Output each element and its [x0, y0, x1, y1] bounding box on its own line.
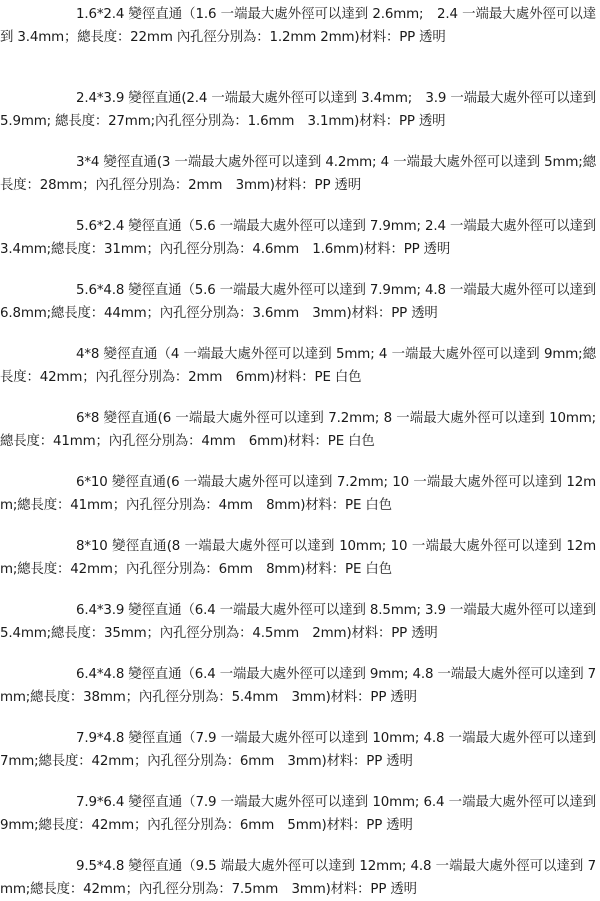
spec-entry-5-6x2-4: 5.6*2.4 變徑直通（5.6 一端最大處外徑可以達到 7.9mm; 2.4 一端最大處外徑可以達到 3.4mm;總長度：31mm；內孔徑分別為：4.6mm 1.6mm)材料：PP 透明: [0, 219, 596, 257]
spec-entry-6-4x3-9: 6.4*3.9 變徑直通（6.4 一端最大處外徑可以達到 8.5mm; 3.9 一端最大處外徑可以達到 5.4mm;總長度：35mm；內孔徑分別為：4.5mm 2mm)材料：PP 透明: [0, 603, 596, 641]
spec-entry-7-9x6-4: 7.9*6.4 變徑直通（7.9 一端最大處外徑可以達到 10mm; 6.4 一端最大處外徑可以達到 9mm;總長度：42mm；內孔徑分別為：6mm 5mm)材料：PP 透明: [0, 795, 596, 833]
spec-entry-8x10: 8*10 變徑直通(8 一端最大處外徑可以達到 10mm; 10 一端最大處外徑可以達到 12mm;總長度：42mm；內孔徑分別為：6mm 8mm)材料：PE 白色: [0, 539, 596, 577]
spec-entry-1-6x2-4: 1.6*2.4 變徑直通（1.6 一端最大處外徑可以達到 2.6mm; 2.4 一端最大處外徑可以達到 3.4mm；總長度：22mm 內孔徑分別為：1.2mm 2mm)材料：PP 透明: [0, 7, 596, 45]
spec-entry-9-5x4-8: 9.5*4.8 變徑直通（9.5 端最大處外徑可以達到 12mm; 4.8 一端最大處外徑可以達到 7mm;總長度：42mm；內孔徑分別為：7.5mm 3mm)材料：PP 透明: [0, 859, 596, 897]
spec-entry-2-4x3-9: 2.4*3.9 變徑直通(2.4 一端最大處外徑可以達到 3.4mm; 3.9 一端最大處外徑可以達到 5.9mm; 總長度：27mm;內孔徑分別為：1.6mm 3.1mm)材料：PP 透明: [0, 91, 596, 129]
spec-entry-6x8: 6*8 變徑直通(6 一端最大處外徑可以達到 7.2mm; 8 一端最大處外徑可以達到 10mm;總長度：41mm；內孔徑分別為：4mm 6mm)材料：PE 白色: [0, 411, 596, 449]
spec-entry-7-9x4-8: 7.9*4.8 變徑直通（7.9 一端最大處外徑可以達到 10mm; 4.8 一端最大處外徑可以達到 7mm;總長度：42mm；內孔徑分別為：6mm 3mm)材料：PP 透明: [0, 731, 596, 769]
spec-entry-4x8: 4*8 變徑直通（4 一端最大處外徑可以達到 5mm; 4 一端最大處外徑可以達到 9mm;總長度：42mm；內孔徑分別為：2mm 6mm)材料：PE 白色: [0, 347, 596, 385]
spec-entry-3x4: 3*4 變徑直通(3 一端最大處外徑可以達到 4.2mm; 4 一端最大處外徑可以達到 5mm;總長度：28mm；內孔徑分別為：2mm 3mm)材料：PP 透明: [0, 155, 596, 193]
spec-entry-5-6x4-8: 5.6*4.8 變徑直通（5.6 一端最大處外徑可以達到 7.9mm; 4.8 一端最大處外徑可以達到 6.8mm;總長度：44mm；內孔徑分別為：3.6mm 3mm)材料：PP 透明: [0, 283, 596, 321]
spec-entry-6-4x4-8: 6.4*4.8 變徑直通（6.4 一端最大處外徑可以達到 9mm; 4.8 一端最大處外徑可以達到 7mm;總長度：38mm；內孔徑分別為：5.4mm 3mm)材料：PP 透明: [0, 667, 596, 705]
spec-entry-6x10: 6*10 變徑直通(6 一端最大處外徑可以達到 7.2mm; 10 一端最大處外徑可以達到 12mm;總長度：41mm；內孔徑分別為：4mm 8mm)材料：PE 白色: [0, 475, 596, 513]
